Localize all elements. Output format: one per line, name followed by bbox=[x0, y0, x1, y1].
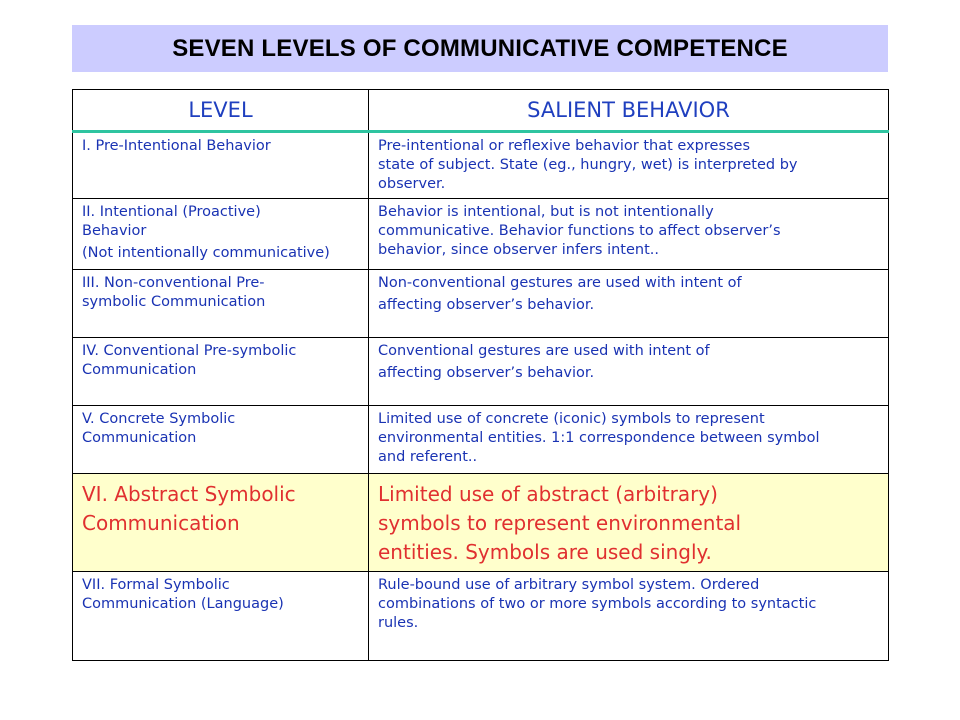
level-text: VI. Abstract Symbolic bbox=[82, 482, 296, 506]
table-row-highlighted bbox=[73, 474, 889, 572]
behavior-text: Pre-intentional or reflexive behavior that expresses bbox=[378, 138, 751, 154]
level-text: Communication bbox=[82, 362, 197, 378]
behavior-cell bbox=[369, 572, 889, 661]
behavior-text: affecting observer’s behavior. bbox=[378, 365, 595, 381]
level-cell bbox=[73, 132, 369, 199]
level-text: Communication (Language) bbox=[82, 596, 284, 612]
behavior-text: combinations of two or more symbols according to syntactic bbox=[378, 596, 817, 612]
title-banner bbox=[72, 25, 888, 72]
level-cell bbox=[73, 572, 369, 661]
behavior-cell bbox=[369, 199, 889, 270]
level-text: VII. Formal Symbolic bbox=[82, 577, 230, 593]
behavior-text: entities. Symbols are used singly. bbox=[378, 540, 712, 564]
table-row bbox=[73, 406, 889, 474]
behavior-text: state of subject. State (eg., hungry, wet) is interpreted by bbox=[378, 157, 798, 173]
level-cell bbox=[73, 474, 369, 572]
table-row bbox=[73, 132, 889, 199]
table-row bbox=[73, 270, 889, 338]
behavior-cell bbox=[369, 474, 889, 572]
level-cell bbox=[73, 406, 369, 474]
behavior-text: symbols to represent environmental bbox=[378, 511, 742, 535]
behavior-text: rules. bbox=[378, 615, 419, 631]
table-header-row bbox=[73, 90, 889, 132]
table-row bbox=[73, 199, 889, 270]
behavior-text: Non-conventional gestures are used with intent of bbox=[378, 275, 742, 291]
behavior-cell bbox=[369, 338, 889, 406]
table-row bbox=[73, 338, 889, 406]
level-text: (Not intentionally communicative) bbox=[82, 245, 330, 261]
level-text: Communication bbox=[82, 430, 197, 446]
behavior-cell bbox=[369, 132, 889, 199]
behavior-text: Rule-bound use of arbitrary symbol system. Ordered bbox=[378, 577, 760, 593]
behavior-text: Behavior is intentional, but is not intentionally bbox=[378, 204, 714, 220]
behavior-cell bbox=[369, 270, 889, 338]
level-text: Behavior bbox=[82, 223, 147, 239]
behavior-text: observer. bbox=[378, 176, 446, 192]
behavior-text: Limited use of concrete (iconic) symbols to represent bbox=[378, 411, 765, 427]
level-cell bbox=[73, 338, 369, 406]
header-level: LEVEL bbox=[73, 90, 369, 132]
behavior-text: communicative. Behavior functions to affect observer’s bbox=[378, 223, 781, 239]
behavior-text: Limited use of abstract (arbitrary) bbox=[378, 482, 718, 506]
level-text: II. Intentional (Proactive) bbox=[82, 204, 261, 220]
level-text: V. Concrete Symbolic bbox=[82, 411, 236, 427]
level-text: IV. Conventional Pre-symbolic bbox=[82, 343, 297, 359]
behavior-text: behavior, since observer infers intent.. bbox=[378, 242, 660, 258]
level-cell bbox=[73, 199, 369, 270]
behavior-text: affecting observer’s behavior. bbox=[378, 297, 595, 313]
competence-table bbox=[72, 89, 889, 661]
page-title: SEVEN LEVELS OF COMMUNICATIVE COMPETENCE bbox=[172, 34, 788, 62]
level-cell bbox=[73, 270, 369, 338]
behavior-text: Conventional gestures are used with intent of bbox=[378, 343, 710, 359]
level-text: Communication bbox=[82, 511, 240, 535]
behavior-text: environmental entities. 1:1 correspondence between symbol bbox=[378, 430, 820, 446]
behavior-cell bbox=[369, 406, 889, 474]
level-text: III. Non-conventional Pre- bbox=[82, 275, 265, 291]
behavior-text: and referent.. bbox=[378, 449, 478, 465]
table-row bbox=[73, 572, 889, 661]
level-text: I. Pre-Intentional Behavior bbox=[82, 138, 271, 154]
level-text: symbolic Communication bbox=[82, 294, 266, 310]
header-salient-behavior: SALIENT BEHAVIOR bbox=[369, 90, 889, 132]
